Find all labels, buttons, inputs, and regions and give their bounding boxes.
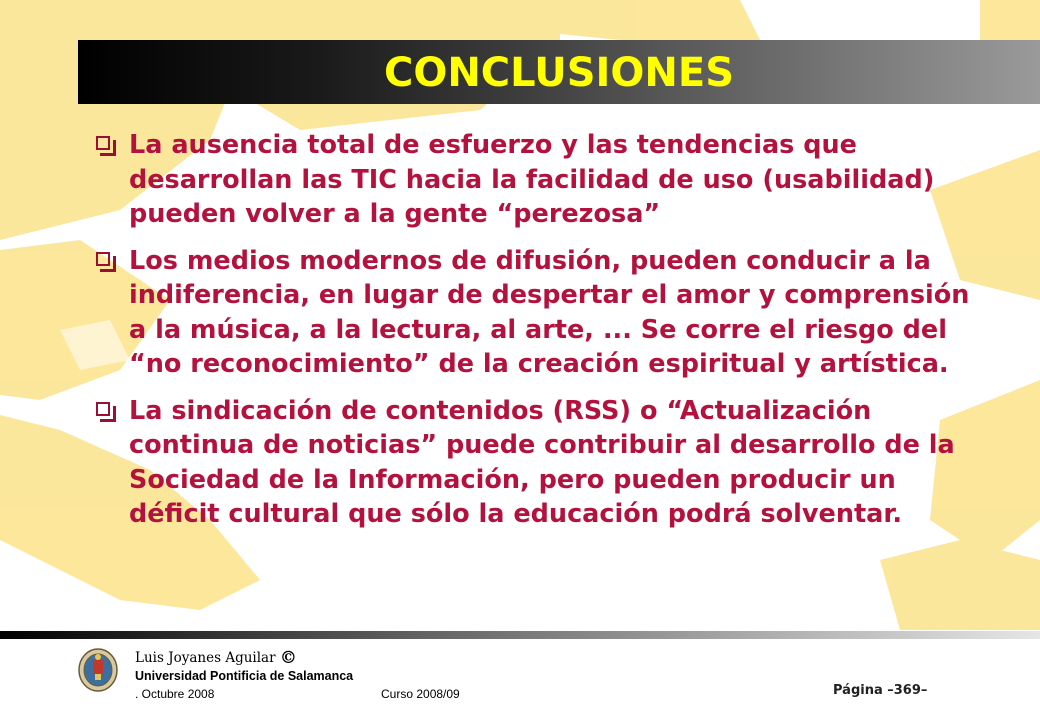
copyright-symbol: © [279, 648, 297, 668]
page-number: Página –369– [833, 683, 928, 698]
footer-author [135, 648, 297, 668]
university-seal-icon [78, 648, 118, 692]
checkbox-square-icon [96, 252, 110, 266]
footer-bar [0, 631, 1040, 639]
footer-course: Curso 2008/09 [381, 687, 460, 701]
slide-title: CONCLUSIONES [383, 50, 735, 96]
footer-university: Universidad Pontificia de Salamanca [135, 669, 354, 683]
bullet-text: La ausencia total de esfuerzo y las tendencias que desarrollan las TIC hacia la facilidad de uso (usabilidad) pueden volver a la gente “perezosa” [129, 130, 935, 229]
bullet-item [92, 244, 972, 382]
bullet-text: La sindicación de contenidos (RSS) o “Actualización continua de noticias” puede contribuir al desarrollo de la Sociedad de la Información, pero pueden producir un déficit cultural que sólo la educación podrá solventar. [129, 395, 955, 529]
checkbox-square-icon [96, 402, 110, 416]
title-bar [78, 40, 1040, 104]
checkbox-square-icon [96, 136, 110, 150]
bullet-item [92, 394, 972, 532]
bullet-item [92, 128, 972, 232]
bullet-text: Los medios modernos de difusión, pueden conducir a la indiferencia, en lugar de despertar el amor y comprensión a la música, a la lectura, al arte, ... Se corre el riesgo del “no reconocimiento” de la creación espiritual y artística. [129, 245, 970, 379]
bullet-list [92, 128, 972, 544]
author-name: Luis Joyanes Aguilar [135, 650, 276, 666]
footer-date: . Octubre 2008 [135, 687, 215, 701]
